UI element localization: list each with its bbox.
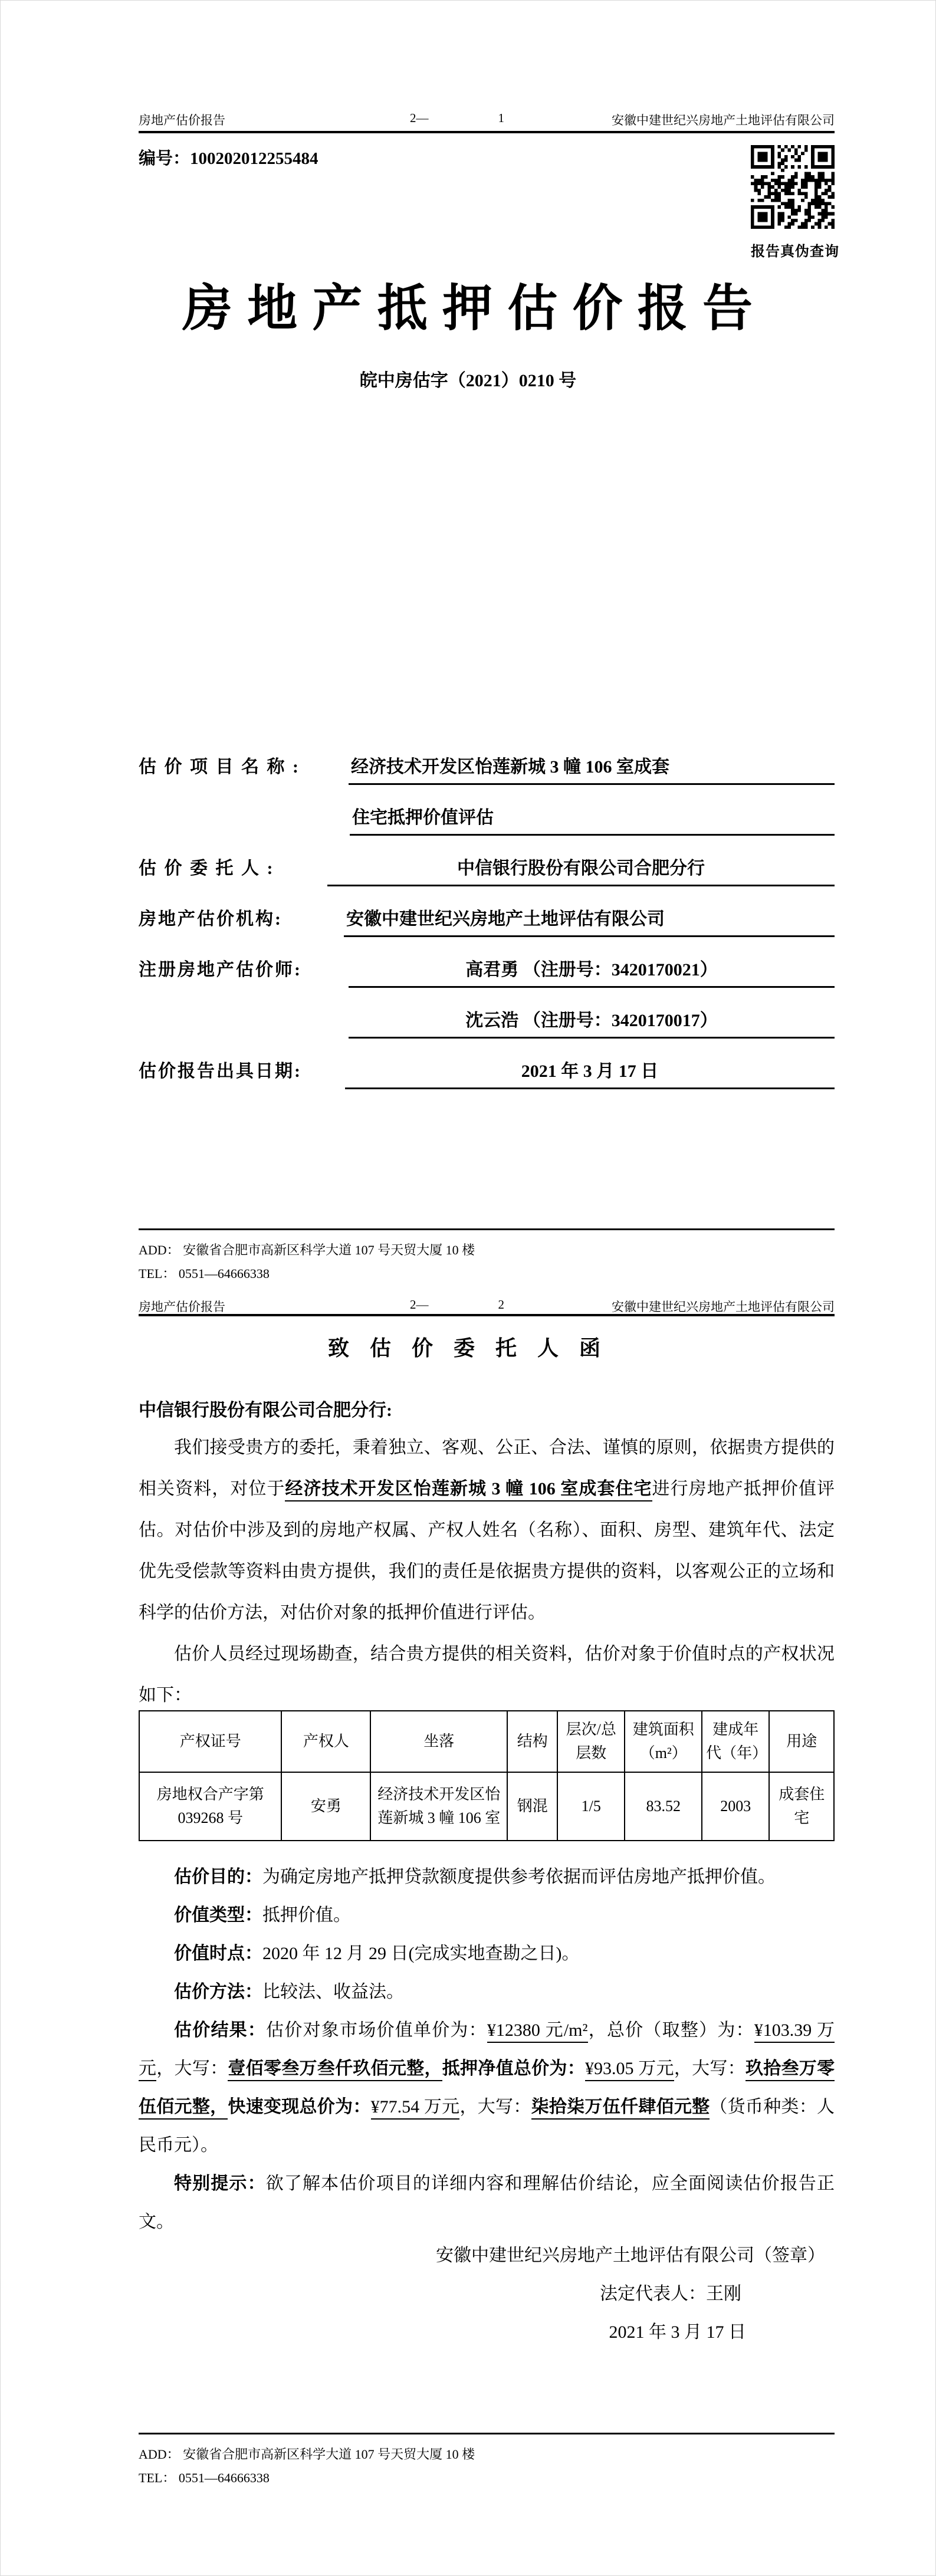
letter-paragraph-1: [139, 1427, 835, 1634]
method-line: [139, 1973, 835, 2011]
result-segment: （货币种类：人民币元）。: [139, 2097, 835, 2155]
cover-fields: [139, 754, 835, 1109]
table-cell: 83.52: [625, 1772, 702, 1841]
para1-property-name: 经济技术开发区怡莲新城 3 幢 106 室成套住宅: [285, 1479, 652, 1501]
letter-title: 致 估 价 委 托 人 函: [327, 1336, 608, 1360]
purpose-line: [139, 1858, 835, 1896]
signature-legal-rep: 法定代表人：王刚: [600, 2284, 741, 2304]
signature-company: 安徽中建世纪兴房地产土地评估有限公司（签章）: [436, 2246, 825, 2265]
para1-text-1: 我们接受贵方的委托，秉着独立、客观、公正、合法、谨慎的原则，依据贵方提供的相关资料，对位于: [139, 1438, 835, 1499]
value-type-label: 价值类型：: [174, 1905, 262, 1925]
result-paragraph: [139, 2011, 835, 2164]
field-project-name-line2: [139, 804, 835, 855]
header-company-name: 安徽中建世纪兴房地产土地评估有限公司: [612, 1300, 835, 1314]
footer-telephone: TEL： 0551—64666338: [139, 1266, 270, 1281]
field-appraiser-2: [139, 1007, 835, 1058]
field-report-date: [139, 1058, 835, 1109]
notice-paragraph: [139, 2164, 835, 2241]
qr-code-icon: [751, 145, 835, 229]
signature-block: [139, 2236, 835, 2351]
client-label: 估 价 委 托 人 :: [139, 859, 275, 878]
appraiser-2-value: 沈云浩 （注册号：3420170017）: [349, 1007, 835, 1039]
table-cell: 安勇: [281, 1772, 370, 1841]
table-row: [139, 1772, 834, 1841]
notice-label: 特别提示：: [174, 2174, 266, 2193]
table-header-cell: 产权证号: [139, 1711, 281, 1772]
table-header-cell: 产权人: [281, 1711, 370, 1772]
header-doc-type: 房地产估价报告: [139, 113, 225, 127]
result-segment: ¥77.54 万元: [371, 2097, 460, 2120]
result-segment: 玖拾叁万零伍佰元整，: [139, 2059, 835, 2120]
value-type-text: 抵押价值。: [262, 1905, 351, 1925]
appraiser-label: 注册房地产估价师:: [139, 960, 302, 980]
footer-rule: [139, 2433, 835, 2434]
property-rights-table: [139, 1710, 835, 1841]
header-rule: [139, 1314, 835, 1316]
header-page-indicator: [410, 1297, 504, 1312]
header-rule: [139, 131, 835, 133]
report-date-value: 2021 年 3 月 17 日: [345, 1058, 835, 1089]
project-name-value-line1: 经济技术开发区怡莲新城 3 幢 106 室成套: [349, 754, 835, 785]
page-2-letter: [0, 1288, 936, 2576]
result-segment: 柒拾柒万伍仟肆佰元整: [531, 2097, 710, 2120]
letter-paragraph-2: 估价人员经过现场勘查，结合贵方提供的相关资料，估价对象于价值时点的产权状况如下：: [139, 1644, 835, 1705]
result-segment: 快速变现总价为：: [228, 2097, 371, 2117]
page-indicator-prefix: 2—: [410, 1297, 429, 1312]
page1-footer: [139, 1228, 835, 1286]
header-company-name: 安徽中建世纪兴房地产土地评估有限公司: [612, 113, 835, 127]
value-date-text: 2020 年 12 月 29 日(完成实地查勘之日)。: [262, 1944, 580, 1963]
table-header-cell: 结构: [507, 1711, 557, 1772]
notice-text: 欲了解本估价项目的详细内容和理解估价结论，应全面阅读估价报告正文。: [139, 2174, 835, 2232]
client-value: 中信银行股份有限公司合肥分行: [327, 855, 835, 886]
qr-block: [751, 145, 839, 260]
result-segment: ¥12380 元/m²: [487, 2020, 588, 2043]
page-number: 2: [498, 1297, 504, 1312]
field-agency: [139, 906, 835, 957]
result-segment: ，大写：: [674, 2059, 745, 2078]
result-segment: ¥93.05 万元: [585, 2059, 674, 2081]
result-segment: ，大写：: [459, 2097, 531, 2117]
agency-label: 房地产估价机构:: [139, 909, 283, 929]
table-header-cell: 用途: [769, 1711, 834, 1772]
purpose-text: 为确定房地产抵押贷款额度提供参考依据而评估房地产抵押价值。: [262, 1867, 776, 1887]
field-appraiser-1: [139, 957, 835, 1007]
value-type-line: [139, 1896, 835, 1934]
table-cell: 2003: [702, 1772, 769, 1841]
para1-text-2: 进行房地产抵押价值评估。对估价中涉及到的房地产权属、产权人姓名（名称）、面积、房型、建筑年代、法定优先受偿款等资料由贵方提供，我们的责任是依据贵方提供的资料，以客观公正的立场和科学的估价方法，对估价对象的抵押价值进行评估。: [139, 1479, 835, 1622]
purpose-label: 估价目的：: [174, 1867, 262, 1887]
table-header-cell: 坐落: [370, 1711, 507, 1772]
report-title: 房 地 产 抵 押 估 价 报 告: [182, 281, 754, 337]
footer-address: ADD： 安徽省合肥市高新区科学大道 107 号天贸大厦 10 楼: [139, 2447, 475, 2462]
report-number-label: 编号：: [139, 149, 191, 168]
value-date-line: [139, 1934, 835, 1973]
result-segment: ，总价（取整）为：: [587, 2020, 754, 2040]
page2-running-header: [139, 1297, 835, 1315]
result-segment: 估价对象市场价值单价为：: [266, 2020, 487, 2040]
header-doc-type: 房地产估价报告: [139, 1300, 225, 1314]
method-label: 估价方法：: [174, 1982, 262, 2002]
table-cell: 成套住宅: [769, 1772, 834, 1841]
page-indicator-prefix: 2—: [410, 111, 429, 125]
table-header-cell: 层次/总层数: [557, 1711, 625, 1772]
page1-running-header: [139, 111, 835, 129]
appraiser-1-value: 高君勇 （注册号：3420170021）: [349, 957, 835, 988]
header-page-indicator: [410, 111, 504, 126]
value-date-label: 价值时点：: [174, 1944, 262, 1963]
footer-telephone: TEL： 0551—64666338: [139, 2470, 270, 2485]
doc-reference-number: 皖中房估字（2021）0210 号: [359, 371, 577, 390]
appraisal-summary: [139, 1858, 835, 2241]
qr-caption: 报告真伪查询: [751, 244, 839, 259]
agency-value: 安徽中建世纪兴房地产土地评估有限公司: [344, 906, 835, 937]
table-cell: 钢混: [507, 1772, 557, 1841]
result-segment: ¥103.39 万元: [139, 2020, 835, 2081]
field-project-name: [139, 754, 835, 804]
table-header-row: [139, 1711, 834, 1772]
footer-address: ADD： 安徽省合肥市高新区科学大道 107 号天贸大厦 10 楼: [139, 1243, 475, 1257]
table-header-cell: 建筑面积（m²）: [625, 1711, 702, 1772]
table-header-cell: 建成年代（年）: [702, 1711, 769, 1772]
result-segment: 估价结果：: [174, 2020, 267, 2040]
result-segment: 壹佰零叁万叁仟玖佰元整，: [228, 2059, 442, 2081]
result-segment: 抵押净值总价为：: [442, 2059, 585, 2078]
table-cell: 房地权合产字第 039268 号: [139, 1772, 281, 1841]
table-cell: 经济技术开发区怡莲新城 3 幢 106 室: [370, 1772, 507, 1841]
signature-date: 2021 年 3 月 17 日: [609, 2322, 746, 2342]
project-name-label: 估 价 项 目 名 称 :: [139, 757, 300, 777]
report-number: [139, 145, 318, 169]
method-text: 比较法、收益法。: [262, 1982, 404, 2002]
letter-salutation: 中信银行股份有限公司合肥分行:: [139, 1401, 392, 1420]
project-name-value-line2: 住宅抵押价值评估: [350, 804, 835, 836]
result-segment: ，大写：: [156, 2059, 228, 2078]
footer-rule: [139, 1228, 835, 1230]
page2-footer: [139, 2433, 835, 2490]
report-date-label: 估价报告出具日期:: [139, 1062, 302, 1081]
field-client: [139, 855, 835, 906]
report-number-value: 100202012255484: [190, 149, 318, 168]
table-cell: 1/5: [557, 1772, 625, 1841]
page-number: 1: [498, 111, 504, 125]
